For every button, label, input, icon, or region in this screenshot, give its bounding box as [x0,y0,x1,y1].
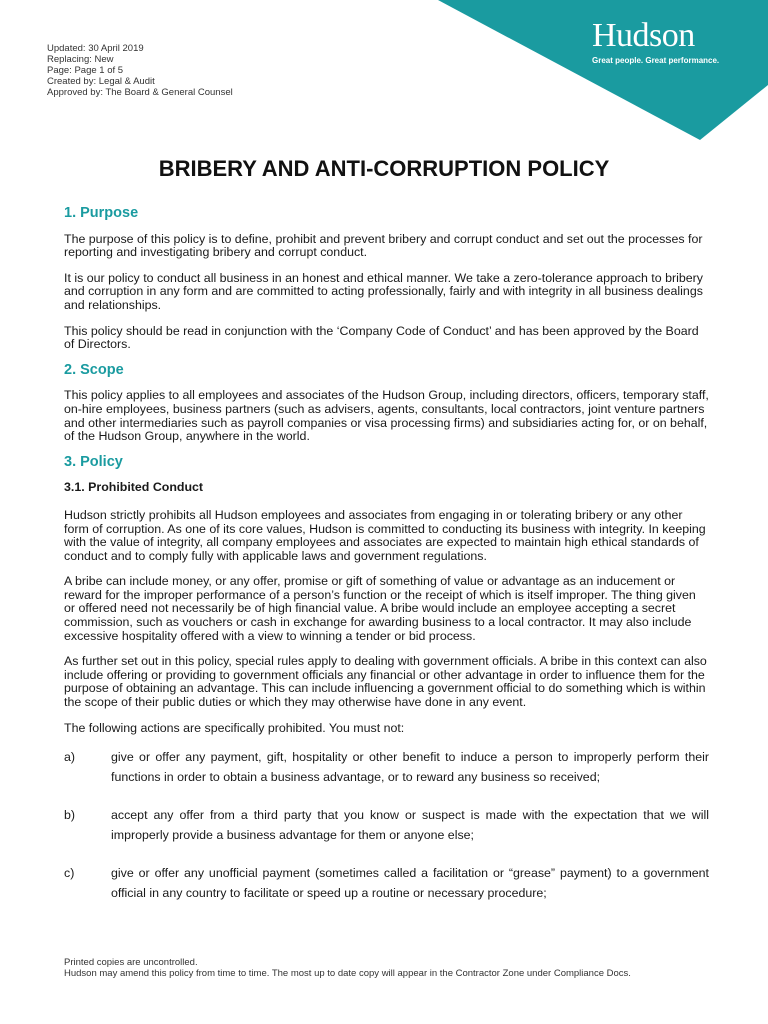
purpose-paragraph: It is our policy to conduct all business in an honest and ethical manner. We take a zero-tolerance approach to bribery and corruption in any form and are committed to acting professionally, fairly and with integrity in all business dealings and relationships. [64,270,703,312]
purpose-paragraph: This policy should be read in conjunction with the ‘Company Code of Conduct’ and has been approved by the Board of Directors. [64,323,699,352]
list-marker: a) [64,750,76,765]
subsection-heading-prohibited-conduct: 3.1. Prohibited Conduct [64,480,204,495]
logo-wordmark: Hudson [592,17,695,54]
document-meta [47,43,233,98]
policy-paragraph: A bribe can include money, or any offer, promise or gift of something of value or advantage as an inducement or reward for the improper performance of a person’s function or the receipt of which is itself improper. The thing given or offered need not necessarily be of high financial value. A bribe would include an employee accepting a secret commission, such as vouchers or cash in exchange for awarding business to a local contractor. It may also include excessive hospitality offered with a view to winning a tender or bid process. [64,574,696,643]
list-marker: c) [64,866,75,881]
section-heading-policy: 3. Policy [64,453,123,470]
meta-page: Page: Page 1 of 5 [47,65,124,76]
policy-paragraph: Hudson strictly prohibits all Hudson employees and associates from engaging in or tolerating bribery or any other form of corruption. As one of its core values, Hudson is committed to conducting its business with integrity. In keeping with the value of integrity, all company employees and associates are expected to maintain high ethical standards of conduct and to comply fully with applicable laws and government regulations. [64,507,706,563]
list-item-text: give or offer any payment, gift, hospitality or other benefit to induce a person to improperly perform their functions in order to obtain a business advantage, or to reward any business so received; [111,750,709,785]
section-heading-scope: 2. Scope [64,361,124,378]
policy-paragraph: The following actions are specifically prohibited. You must not: [64,720,405,735]
list-marker: b) [64,808,76,823]
list-item-text: accept any offer from a third party that you know or suspect is made with the expectation that we will improperly provide a business advantage for them or anyone else; [111,808,709,843]
meta-replacing: Replacing: New [47,54,114,65]
hudson-logo [592,18,732,65]
scope-paragraph: This policy applies to all employees and associates of the Hudson Group, including directors, officers, temporary staff, on-hire employees, business partners (such as advisers, agents, consultants, local contractors, joint venture partners and other intermediaries such as payroll companies or visa processing firms) and subsidiaries acting for, or on behalf, of the Hudson Group, anywhere in the world. [64,388,709,444]
meta-created-by: Created by: Legal & Audit [47,76,155,87]
footer-amendment-note: Hudson may amend this policy from time to time. The most up to date copy will appear in the Contractor Zone under Compliance Docs. [64,968,631,979]
prohibited-actions-list [64,747,709,903]
list-item-text: give or offer any unofficial payment (sometimes called a facilitation or “grease” payment) to a government official in any country to facilitate or speed up a routine or necessary procedure; [111,866,709,901]
purpose-paragraph: The purpose of this policy is to define, prohibit and prevent bribery and corrupt conduct and set out the processes for reporting and investigating bribery and corrupt conduct. [64,231,703,260]
policy-paragraph: As further set out in this policy, special rules apply to dealing with government officials. A bribe in this context can also include offering or providing to government officials any financial or other advantage in order to influence them for the purpose of obtaining an advantage. This can include influencing a government official to do something which is within the scope of their public duties or which they may otherwise have done in any event. [64,654,707,710]
list-item [64,747,709,787]
page-title: BRIBERY AND ANTI-CORRUPTION POLICY [158,156,610,181]
meta-approved-by: Approved by: The Board & General Counsel [47,87,233,98]
list-item [64,863,709,903]
page-footer [64,957,744,979]
logo-tagline: Great people. Great performance. [592,56,720,65]
footer-uncontrolled-note: Printed copies are uncontrolled. [64,957,198,968]
list-item [64,805,709,845]
document-body [64,207,709,921]
meta-updated: Updated: 30 April 2019 [47,43,144,54]
section-heading-purpose: 1. Purpose [64,205,139,221]
